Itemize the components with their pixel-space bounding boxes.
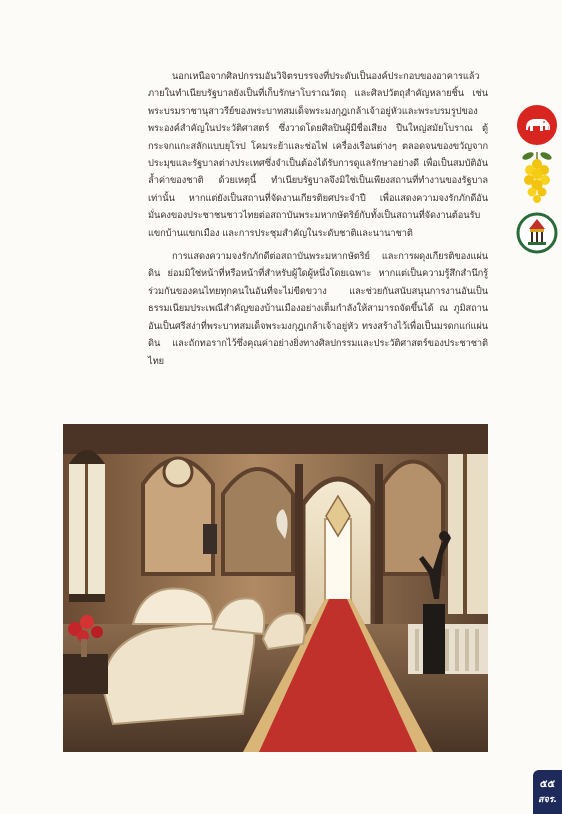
- page-number: ๕๕: [539, 779, 556, 790]
- pavilion-seal-icon: [516, 212, 558, 254]
- page-number-tab: [533, 770, 562, 814]
- paragraph-2: การแสดงความจงรักภักดีต่อสถาบันพระมหากษัตริย์ และการผดุงเกียรติของแผ่นดิน ย่อมมิใช่หน้าที่หรือหน้าที่สำหรับผู้ใดผู้หนึ่งโดยเฉพาะ หากแต่เป็นความรู้สึกสำนึกรู้ร่วมกันของคนไทยทุกคนในอันที่จะไม่ขีดขวาง และช่วยกันสนับสนุนการงานอันเป็นธรรมเนียมประเพณีสำคัญของบ้านเมืองอย่างเต็มกำลังให้สามารถจัดขึ้นได้ ณ ภูมิสถานอันเป็นศรีสง่าที่พระบาทสมเด็จพระมงกุฎเกล้าเจ้าอยู่หัว ทรงสร้างไว้เพื่อเป็นมรดกแก่แผ่นดิน และถักทอรากไว้ซึ่งคุณค่าอย่างยิ่งทางศิลปกรรมและประวัติศาสตร์ของประชาชาติไทย: [148, 251, 488, 367]
- paragraph-1: นอกเหนือจากศิลปกรรมอันวิจิตรบรรจงที่ประดับเป็นองค์ประกอบของอาคารแล้ว ภายในทำเนียบรัฐบาลยังเป็นที่เก็บรักษาโบราณวัตถุ และศิลปวัตถุสำคัญหลายชิ้น เช่น พระบรมราชานุสาวรีย์ของพระบาทสมเด็จพระมงกุฎเกล้าเจ้าอยู่หัวและพระบรมรูปของพระองค์สำคัญในประวัติศาสตร์ ซึ่งวาดโดยศิลปินผู้มีชื่อเสียง ปืนใหญ่สมัยโบราณ ตู้กระจกแกะสลักแบบยุโรป โคมระย้าและช่อไฟ เครื่องเรือนต่างๆ ตลอดจนของขวัญจากประมุขและรัฐบาลต่างประเทศซึ่งจำเป็นต้องได้รับการดูแลรักษาอย่างดี เพื่อเป็นสมบัติอันล้ำค่าของชาติ ด้วยเหตุนี้ ทำเนียบรัฐบาลจึงมิใช่เป็นเพียงสถานที่ทำงานของรัฐบาลเท่านั้น หากแต่ยังเป็นสถานที่จัดงานเกียรติยศประจำปี เพื่อแสดงความจงรักภักดีอันมั่นคงของประชาชนชาวไทยต่อสถาบันพระมหากษัตริย์กับทั้งเป็นสถานที่จัดงานต้อนรับแขกบ้านแขกเมือง และการประชุมสำคัญในระดับชาติและนานาชาติ: [148, 71, 488, 239]
- hall-interior-photo: [63, 424, 488, 752]
- elephant-flag-icon: [516, 104, 558, 146]
- body-text: [148, 68, 488, 370]
- brand-mark: สจร.: [537, 795, 558, 805]
- golden-shower-flower-icon: [516, 150, 558, 208]
